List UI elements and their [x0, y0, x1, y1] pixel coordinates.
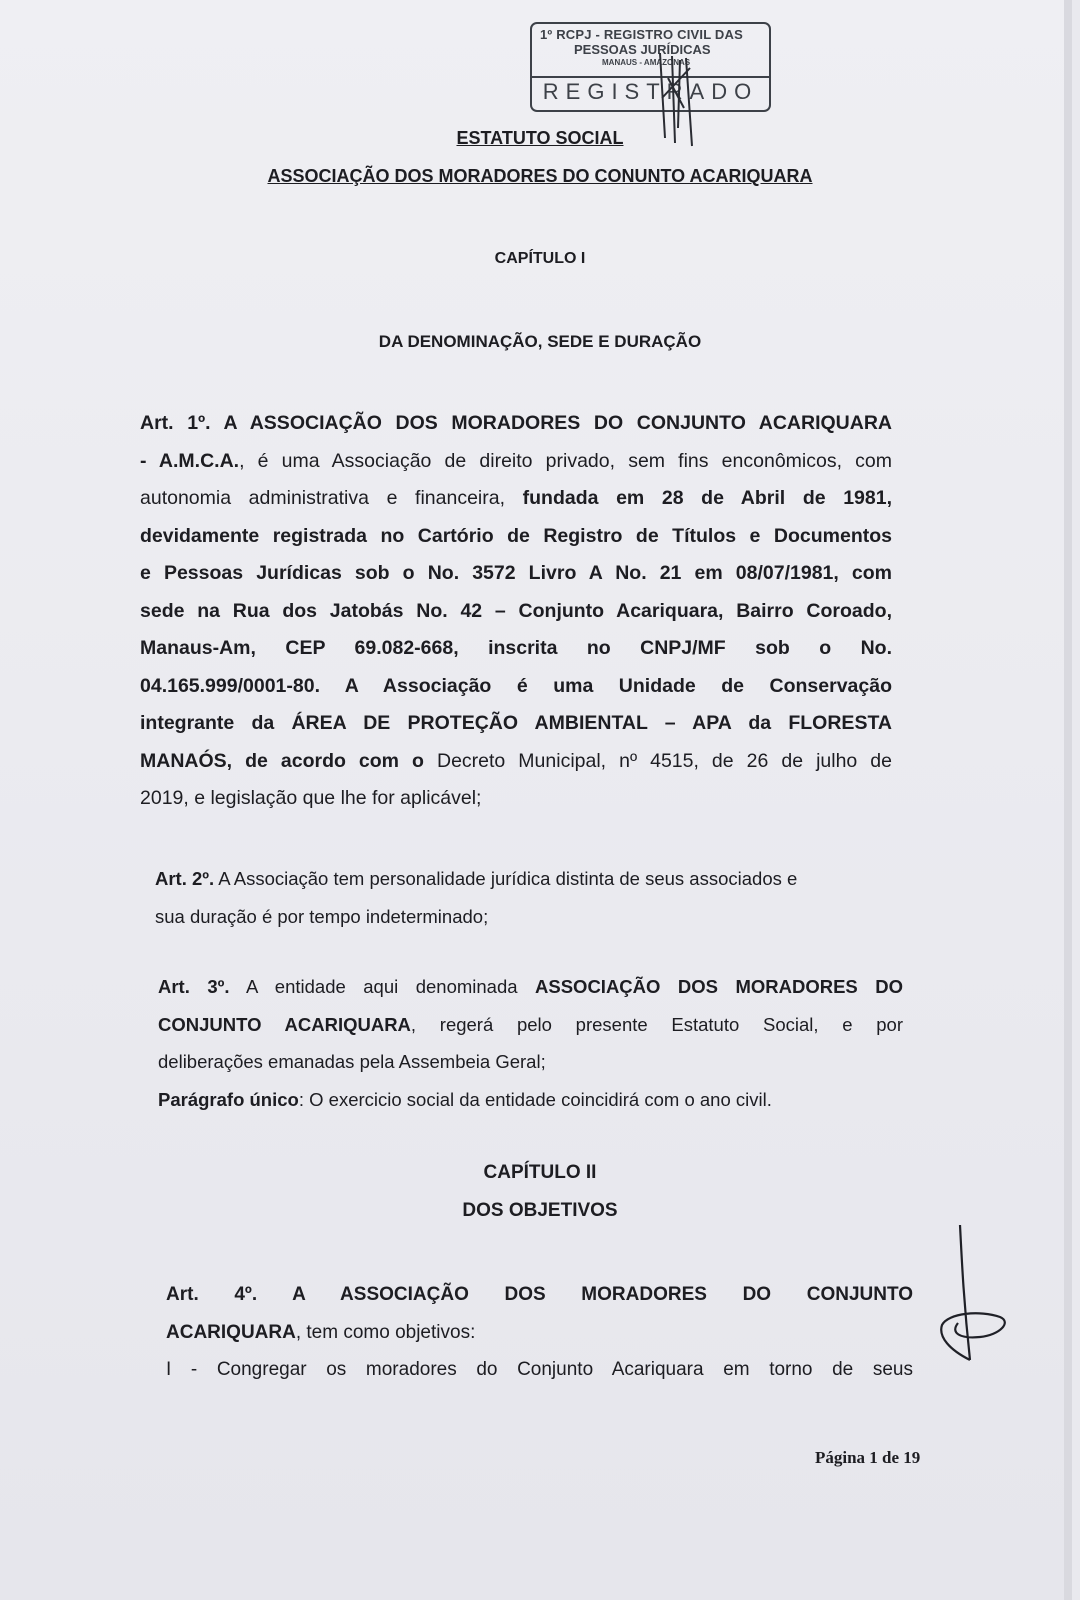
article-1-registration: devidamente registrada no Cartório de Registro de Títulos e Documentos [140, 524, 892, 547]
handwritten-signature [930, 1225, 1020, 1375]
article-1 [140, 405, 892, 818]
stamp-line-2: PESSOAS JURÍDICAS [574, 42, 711, 57]
page-number: Página 1 de 19 [815, 1448, 921, 1467]
article-1-registration: e Pessoas Jurídicas sob o No. 3572 Livro A No. 21 em 08/07/1981, com [140, 562, 892, 584]
article-1-address: sede na Rua dos Jatobás No. 42 – Conjunto Acariquara, Bairro Coroado, [140, 599, 892, 622]
article-4-text: , tem como objetivos: [295, 1321, 476, 1343]
article-4-item-1: I - Congregar os moradores do Conjunto Acariquara em torno de seus [166, 1359, 913, 1380]
stamp-line-1: 1º RCPJ - REGISTRO CIVIL DAS [540, 27, 743, 42]
association-title: ASSOCIAÇÃO DOS MORADORES DO CONUNTO ACARIQUARA [267, 166, 813, 186]
article-1-text: autonomia administrativa e financeira, [140, 487, 523, 509]
article-1-lead: Art. 1º. A ASSOCIAÇÃO DOS MORADORES DO CONJUNTO ACARIQUARA [140, 412, 892, 434]
article-3-number: Art. 3º. [158, 976, 230, 997]
stamp-registered: REGISTRADO [532, 76, 769, 105]
chapter-1-heading: DA DENOMINAÇÃO, SEDE E DURAÇÃO [378, 332, 702, 351]
article-3-entity: ASSOCIAÇÃO DOS MORADORES DO [535, 976, 903, 997]
page-edge [1064, 0, 1072, 1600]
article-1-address: Manaus-Am, CEP 69.082-668, inscrita no CNPJ/MF sob o No. [140, 637, 892, 659]
article-1-apa: integrante da ÁREA DE PROTEÇÃO AMBIENTAL – APA da FLORESTA [140, 712, 892, 734]
article-1-acronym: - A.M.C.A. [140, 449, 240, 472]
article-3-text: deliberações emanadas pela Assembeia Geral; [158, 1051, 546, 1072]
statute-title: ESTATUTO SOCIAL [456, 128, 624, 148]
article-3-entity: CONJUNTO ACARIQUARA [158, 1013, 411, 1035]
article-3-text: , regerá pelo presente Estatuto Social, e por [410, 1013, 903, 1035]
article-1-decree: Decreto Municipal, nº 4515, de 26 de julho de [437, 749, 892, 772]
article-4-lead: ACARIQUARA [166, 1321, 296, 1343]
article-2-number: Art. 2º. [155, 868, 215, 889]
article-4-lead: Art. 4º. A ASSOCIAÇÃO DOS MORADORES DO CONJUNTO [166, 1284, 913, 1305]
article-1-text: 2019, e legislação que lhe for aplicável; [140, 787, 482, 809]
article-1-founding: fundada em 28 de Abril de 1981, [522, 487, 893, 509]
article-1-apa: MANAÓS, de acordo com o [140, 749, 437, 772]
article-2-text: A Associação tem personalidade jurídica distinta de seus associados e [214, 868, 798, 889]
chapter-2-label: CAPÍTULO II [483, 1162, 597, 1183]
stamp-line-3: MANAUS - AMAZONAS [602, 58, 691, 67]
sole-paragraph-label: Parágrafo único [158, 1088, 299, 1110]
article-1-cnpj: 04.165.999/0001-80. A Associação é uma Unidade de Conservação [140, 674, 892, 697]
article-3-text: A entidade aqui denominada [229, 976, 536, 997]
chapter-1-label: CAPÍTULO I [494, 250, 586, 267]
article-3 [158, 968, 903, 1118]
sole-paragraph-text: : O exercicio social da entidade coincidirá com o ano civil. [298, 1088, 772, 1110]
article-2-text: sua duração é por tempo indeterminado; [155, 905, 489, 927]
article-2 [155, 860, 900, 935]
article-1-text: , é uma Associação de direito privado, sem fins enconômicos, com [239, 449, 892, 472]
article-4 [166, 1276, 913, 1389]
chapter-2-heading: DOS OBJETIVOS [462, 1200, 618, 1221]
